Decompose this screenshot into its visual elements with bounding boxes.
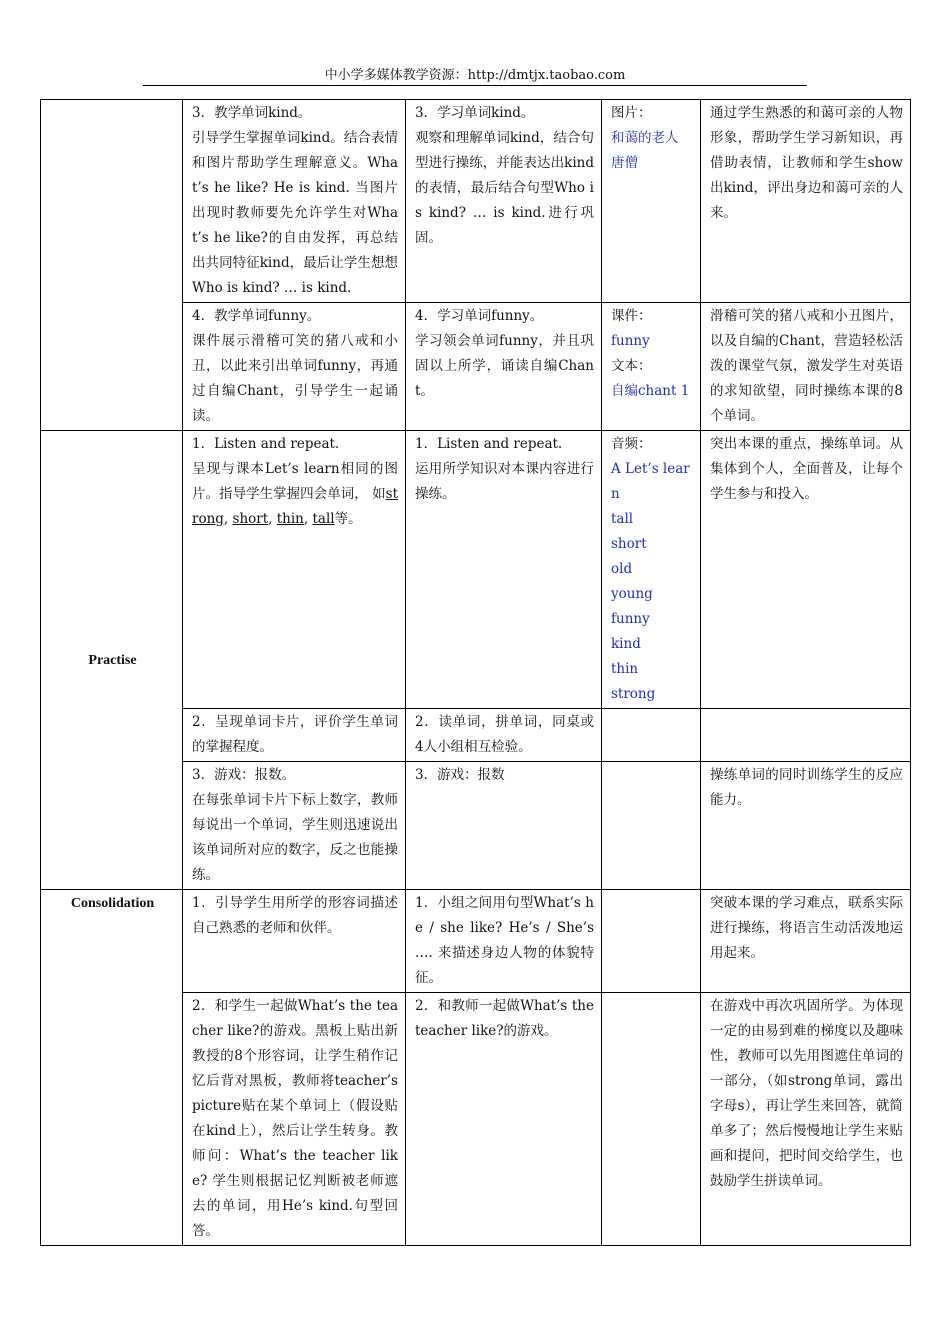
- purpose-cell: [701, 100, 911, 303]
- table-row: [41, 431, 911, 709]
- resources-cell: [602, 431, 701, 709]
- teacher-activity-tail: 等。: [334, 511, 362, 527]
- table-row: [41, 100, 911, 303]
- purpose-cell: [701, 993, 911, 1246]
- student-activity-text: 学习领会单词funny，并且巩固以上所学，诵读自编Chant。: [415, 333, 594, 399]
- resource-item: tall: [611, 511, 634, 527]
- teacher-activity-text: 2．呈现单词卡片，评价学生单词的掌握程度。: [192, 714, 398, 755]
- teacher-activity-text: 呈现与课本Let’s learn相同的图片。指导学生掌握四会单词， 如strong, short, thin, tall等。: [192, 461, 398, 527]
- purpose-text: 突破本课的学习难点，联系实际进行操练，将语言生动活泼地运用起来。: [710, 895, 903, 961]
- teacher-activity-text: 课件展示滑稽可笑的猪八戒和小丑，以此来引出单词funny，再通过自编Chant，引导学生一起诵读。: [192, 333, 398, 424]
- vocab-word: short: [232, 511, 269, 527]
- purpose-text: 突出本课的重点，操练单词。从集体到个人，全面普及，让每个学生参与和投入。: [710, 436, 903, 502]
- teacher-activity-cell: [183, 890, 406, 993]
- table-row: [41, 890, 911, 993]
- resource-item: funny: [611, 333, 650, 349]
- teacher-activity-cell: [183, 303, 406, 431]
- resources-cell: [602, 709, 701, 762]
- student-activity-text: 2．和教师一起做What’s the teacher like?的游戏。: [415, 998, 594, 1039]
- teacher-activity-title: 1．Listen and repeat.: [192, 436, 340, 452]
- teacher-activity-title: 3．教学单词kind。: [192, 105, 312, 121]
- resource-label: 课件：: [611, 308, 652, 324]
- purpose-text: 滑稽可笑的猪八戒和小丑图片，以及自编的Chant，营造轻松活泼的课堂气氛，激发学生对英语的求知欲望，同时操练本课的8个单词。: [710, 308, 903, 424]
- resource-item: 和蔼的老人: [611, 130, 679, 146]
- step-cell-empty: [41, 100, 183, 431]
- teacher-activity-text: 1．引导学生用所学的形容词描述自己熟悉的老师和伙伴。: [192, 895, 398, 936]
- student-activity-title: 3．游戏：报数: [415, 767, 505, 783]
- resource-item: kind: [611, 636, 641, 652]
- teacher-activity-text: 2．和学生一起做What’s the teacher like?的游戏。黑板上贴出新教授的8个形容词，让学生稍作记忆后背对黑板，教师将teacher’s picture贴在某个单词上（假设贴在kind上），然后让学生转身。教师问：What’s the teacher like? 学生则根据记忆判断被老师遮去的单词，用He’s kind.句型回答。: [192, 998, 398, 1239]
- resources-cell: [602, 303, 701, 431]
- student-activity-title: 1．Listen and repeat.: [415, 436, 563, 452]
- teacher-activity-text: 引导学生掌握单词kind。结合表情和图片帮助学生理解意义。What’s he like? He is kind. 当图片出现时教师要先允许学生对What’s he like?的自由发挥，再总结出共同特征kind，最后让学生想想Who is kind? … is kind.: [192, 130, 398, 296]
- resource-item: short: [611, 536, 647, 552]
- teacher-activity-cell: [183, 709, 406, 762]
- purpose-text: 在游戏中再次巩固所学。为体现一定的由易到难的梯度以及趣味性，教师可以先用图遮住单词的一部分，（如strong单词，露出字母s），再让学生来回答，就简单多了；然后慢慢地让学生来贴画和提问，把时间交给学生，也鼓励学生拼读单词。: [710, 998, 903, 1189]
- student-activity-cell: [406, 100, 602, 303]
- student-activity-cell: [406, 890, 602, 993]
- purpose-cell: [701, 431, 911, 709]
- vocab-word: strong: [192, 486, 398, 527]
- resource-item: A Let’s learn: [611, 461, 690, 502]
- student-activity-text: 2．读单词，拼单词，同桌或4人小组相互检验。: [415, 714, 594, 755]
- purpose-cell: [701, 890, 911, 993]
- student-activity-cell: [406, 431, 602, 709]
- student-activity-title: 3．学习单词kind。: [415, 105, 535, 121]
- resource-item: strong: [611, 686, 656, 702]
- teacher-activity-cell: [183, 100, 406, 303]
- resources-cell: [602, 890, 701, 993]
- resource-item: funny: [611, 611, 650, 627]
- purpose-text: 操练单词的同时训练学生的反应能力。: [710, 767, 903, 808]
- teacher-activity-cell: [183, 431, 406, 709]
- teacher-activity-title: 3．游戏：报数。: [192, 767, 296, 783]
- resources-cell: [602, 762, 701, 890]
- student-activity-cell: [406, 709, 602, 762]
- header-rule: [143, 85, 807, 86]
- resource-item: young: [611, 586, 653, 602]
- resource-label: 文本：: [611, 358, 652, 374]
- student-activity-text: 1．小组之间用句型What’s he / she like? He’s / She’s …. 来描述身边人物的体貌特征。: [415, 895, 594, 986]
- purpose-cell: [701, 303, 911, 431]
- student-activity-cell: [406, 303, 602, 431]
- student-activity-text: 观察和理解单词kind，结合句型进行操练，并能表达出kind的表情，最后结合句型Who is kind? … is kind.进行巩固。: [415, 130, 594, 246]
- resource-label: 图片：: [611, 105, 652, 121]
- resources-cell: [602, 100, 701, 303]
- vocab-word: thin: [276, 511, 304, 527]
- step-cell-practise: Practise: [41, 431, 183, 890]
- teacher-activity-cell: [183, 993, 406, 1246]
- student-activity-text: 运用所学知识对本课内容进行操练。: [415, 461, 594, 502]
- teacher-activity-cell: [183, 762, 406, 890]
- resources-cell: [602, 993, 701, 1246]
- teacher-activity-text: 在每张单词卡片下标上数字，教师每说出一个单词，学生则迅速说出该单词所对应的数字，反之也能操练。: [192, 792, 398, 883]
- resource-item: old: [611, 561, 633, 577]
- student-activity-cell: [406, 762, 602, 890]
- resource-item: thin: [611, 661, 639, 677]
- purpose-cell: [701, 709, 911, 762]
- resource-item: 自编chant 1: [611, 383, 690, 399]
- resource-label: 音频：: [611, 436, 652, 452]
- purpose-text: 通过学生熟悉的和蔼可亲的人物形象，帮助学生学习新知识，再借助表情，让教师和学生show出kind，评出身边和蔼可亲的人来。: [710, 105, 903, 221]
- vocab-word: tall: [312, 511, 335, 527]
- teacher-activity-title: 4．教学单词funny。: [192, 308, 321, 324]
- lesson-plan-table: [40, 99, 911, 1246]
- resource-item: 唐僧: [611, 155, 638, 171]
- step-cell-consolidation: Consolidation: [41, 890, 183, 1246]
- student-activity-title: 4．学习单词funny。: [415, 308, 544, 324]
- page-header: 中小学多媒体教学资源：http://dmtjx.taobao.com: [324, 68, 626, 83]
- teacher-activity-body: 呈现与课本Let’s learn相同的图片。指导学生掌握四会单词， 如: [192, 461, 398, 502]
- purpose-cell: [701, 762, 911, 890]
- student-activity-cell: [406, 993, 602, 1246]
